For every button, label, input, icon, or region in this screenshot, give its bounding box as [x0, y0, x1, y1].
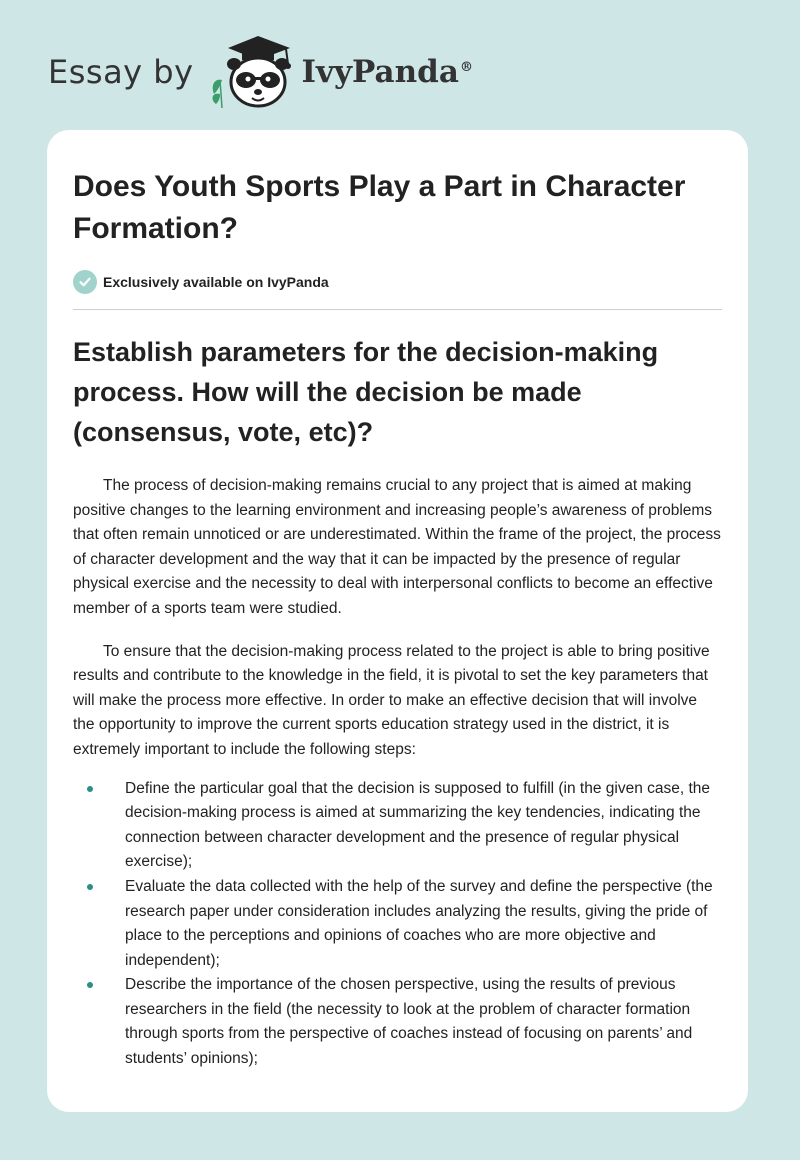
list-item	[73, 973, 722, 1071]
brand-header	[48, 32, 473, 112]
steps-list	[73, 777, 722, 1072]
badge-text: Exclusively available on IvyPanda	[103, 274, 329, 290]
paragraph: The process of decision-making remains crucial to any project that is aimed at making positive changes to the learning environment and increasing people’s awareness of problems that often remain unnoticed or are underestimated. Within the frame of the project, the process of character development and the way that it can be impacted by the presence of regular physical exercise and the necessity to deal with interpersonal conflicts to become an effective member of a sports team were studied.	[73, 477, 721, 617]
page-title: Does Youth Sports Play a Part in Character Formation?	[73, 170, 686, 245]
brand-name-text: IvyPanda	[301, 54, 459, 90]
panda-graduate-icon[interactable]	[208, 34, 298, 110]
bullet-icon	[87, 786, 93, 792]
bullet-icon	[87, 884, 93, 890]
list-item	[73, 875, 722, 973]
list-item	[73, 777, 722, 875]
list-item-text: Evaluate the data collected with the help of the survey and define the perspective (the research paper under consideration includes analyzing the results, giving the pride of place to the perceptions and opinions of coaches who are more objective and independent);	[125, 877, 713, 969]
checkmark-icon	[73, 270, 97, 294]
list-item-text: Define the particular goal that the decision is supposed to fulfill (in the given case, the decision-making process is aimed at summarizing the key tendencies, indicating the connection between character development and the presence of regular physical exercise);	[125, 779, 711, 871]
exclusive-badge	[73, 270, 722, 294]
paragraph: To ensure that the decision-making process related to the project is able to bring positive results and contribute to the knowledge in the field, it is pivotal to set the key parameters that will make the process more effective. In order to make an effective decision that will involve the opportunity to improve the current sports education strategy used in the district, it is extremely important to include the following steps:	[73, 642, 710, 758]
brand-prefix: Essay by	[48, 53, 194, 91]
brand-name[interactable]	[302, 54, 473, 90]
divider	[73, 309, 722, 310]
article-card	[47, 130, 748, 1112]
brand-registered-mark: ®	[459, 59, 473, 75]
bullet-icon	[87, 982, 93, 988]
section-heading: Establish parameters for the decision-making process. How will the decision be made (consensus, vote, etc)?	[73, 337, 659, 447]
list-item-text: Describe the importance of the chosen perspective, using the results of previous researchers in the field (the necessity to look at the problem of character formation through sports from the perspective of coaches instead of focusing on parents’ and students’ opinions);	[125, 976, 693, 1068]
